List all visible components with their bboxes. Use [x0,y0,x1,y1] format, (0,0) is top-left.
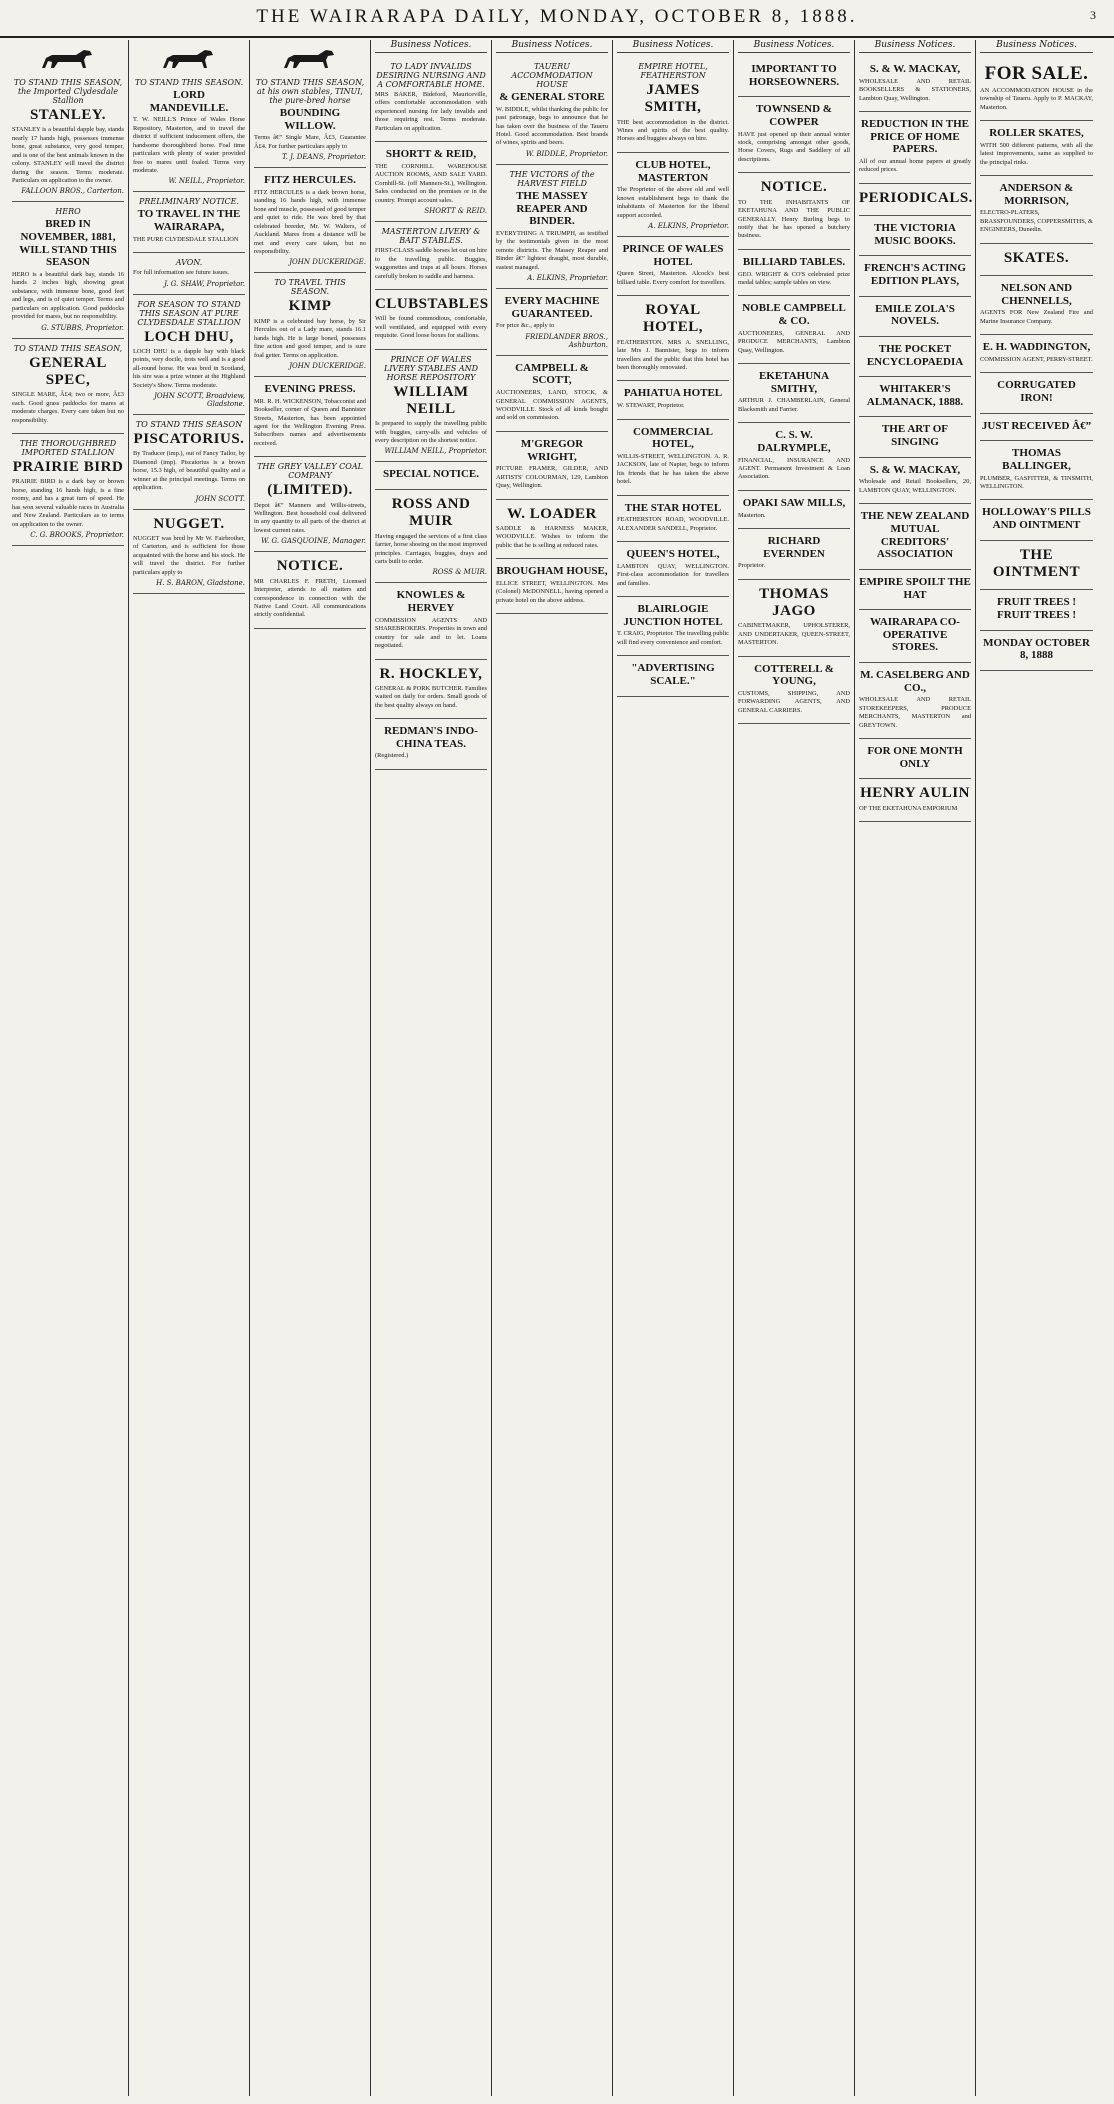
ad-title: MONDAY OCTOBER 8, 1888 [983,636,1090,662]
advertisement [375,583,487,659]
advertisement [375,490,487,583]
advertisement [859,739,971,779]
ad-heading: FOR SEASON TO STAND THIS SEASON AT PURE CLYDESDALE STALLION [137,299,241,327]
ad-title: NOBLE CAMPBELL & CO. [742,302,846,328]
ad-body-text: PLUMBER, GASFITTER, & TINSMITH, WELLINGTON. [980,474,1093,491]
ad-title: GENERAL SPEC, [29,354,107,388]
ad-title: THE ART OF SINGING [881,423,949,449]
ad-title: WAIRARAPA CO-OPERATIVE STORES. [870,616,960,654]
advertisement [738,423,850,491]
advertisement [12,202,124,338]
ad-title: FRENCH'S ACTING EDITION PLAYS, [864,262,966,287]
ad-body-text: The Proprietor of the above old and well known establishment begs to thank the inhabitants of Masterton for the liberal support accorded. [617,186,729,219]
advertisement [738,57,850,97]
ad-body-text: WILLIS-STREET, WELLINGTON. A. R. JACKSON, late of Napier, begs to inform his friends that he has taken the above hotel. [617,452,729,486]
advertisement [980,590,1093,630]
column-9 [976,40,1097,2096]
ad-body-text: ELLICE STREET, WELLINGTON. Mrs (Colonel) McDONNELL, having opened a private hotel on the above address. [496,579,608,604]
advertisement [859,570,971,610]
ad-body-text: NUGGET was bred by Mr W. Fairbrother, of Carterton, and is sufficient for those acquainted with the horse and his stock. He will travel the district. For further particulars apply to [133,534,245,576]
ad-title: CAMPBELL & SCOTT, [515,361,589,387]
ad-body-text: SADDLE & HARNESS MAKER, WOODVILLE. Wishes to inform the public that he is selling at reduced rates. [496,524,608,549]
ad-heading: TO TRAVEL THIS SEASON. [274,278,346,297]
advertisement [859,610,971,663]
advertisement [738,580,850,657]
ad-title: BLAIRLOGIE JUNCTION HOTEL [623,603,723,628]
ad-heading: TO STAND THIS SEASON, the Imported Clydesdale Stallion [13,78,123,105]
ad-title: THOMAS BALLINGER, [1002,447,1071,472]
advertisement [496,165,608,289]
advertisement [375,719,487,770]
ad-heading: TO LADY INVALIDS DESIRING NURSING AND A COMFORTABLE HOME. [376,62,486,89]
advertisement [375,222,487,290]
advertisement [980,500,1093,540]
ad-title: KIMP [288,298,332,315]
advertisement [375,57,487,142]
advertisement [859,417,971,457]
column-heading: Business Notices. [738,40,850,53]
ad-heading: TO STAND THIS SEASON, [13,343,123,353]
ad-body-text: FITZ HERCULES is a dark brown horse, standing 16 hands high, with immense bone and muscle, possessed of good temper and quiet to ride. He was bred by that celebrated breeder, Mr. W. Walters, of Auckland. Mares from a distance will be met and every care taken, but no responsibility. [254,188,366,255]
ad-title: THE STAR HOTEL [624,501,722,514]
advertisement [617,381,729,419]
column-heading: Business Notices. [617,40,729,53]
column-heading: Business Notices. [859,40,971,53]
ad-title: C. S. W. DALRYMPLE, [757,429,831,454]
ad-title: OPAKI SAW MILLS, [742,496,846,509]
advertisement [375,290,487,350]
advertisement [496,289,608,356]
advertisement [738,491,850,529]
advertisement [133,253,245,294]
advertisement [980,276,1093,335]
column-heading: Business Notices. [496,40,608,53]
column-2 [129,40,250,2096]
ad-title: SHORTT & REID, [385,148,477,161]
ad-body-text: ARTHUR J. CHAMBERLAIN, General Blacksmith and Farrier. [738,397,850,413]
ad-body-text: WITH 500 different patterns, with all the latest improvements, same as supplied to the principal rinks. [980,141,1093,166]
ad-body-text: COMMISSION AGENTS AND SHAREBROKERS. Properties in town and country for sale and to let. Loans negotiated. [375,616,487,650]
ad-body-text: Masterton. [738,511,766,519]
ad-heading: TO STAND THIS SEASON. [134,78,244,87]
ad-title: ROYAL HOTEL, [642,302,704,336]
advertisement [496,57,608,165]
advertisement [859,504,971,570]
ad-title: THE NEW ZEALAND MUTUAL CREDITORS' ASSOCIATION [860,510,970,561]
ad-signature: G. STUBBS, Proprietor. [41,323,124,332]
ad-title: (LIMITED). [267,482,353,499]
ad-title: CLUBSTABLES [375,295,489,312]
ad-body-text: CABINETMAKER, UPHOLSTERER, AND UNDERTAKER, QUEEN-STREET, MASTERTON. [738,622,850,647]
advertisement [738,657,850,725]
ad-signature: SHORTT & REID. [424,207,487,216]
advertisement [859,779,971,822]
ad-title: QUEEN'S HOTEL, [626,548,720,561]
ad-body-text: HAVE just opened up their annual winter stock, comprising amongst other goods, Horse Covers, Rugs and Saddlery of all descriptions. [738,130,850,163]
advertisement [738,529,850,580]
ad-title: M. CASELBERG AND CO., [860,669,970,694]
ad-heading: TO STAND THIS SEASON, at his own stables, TINUI, the pure-bred horse [255,78,365,105]
ad-body-text: TO THE INHABITANTS OF EKETAHUNA AND THE PUBLIC GENERALLY. Henry Burling begs to notify that he has opened a butchery business. [738,198,850,240]
ad-signature: C. G. BROOKS, Proprietor. [30,530,124,539]
ad-body-text: GEO. WRIGHT & CO'S celebrated prize medal tables; sample tables on view. [738,270,850,286]
advertisement [133,40,245,192]
advertisement [617,496,729,543]
ad-heading: AVON. [175,258,203,268]
ad-title: ANDERSON & MORRISON, [999,182,1074,207]
ad-title: W. LOADER [507,505,597,522]
advertisement [859,458,971,505]
column-8 [855,40,976,2096]
advertisement [980,441,1093,500]
ad-title: STANLEY. [29,107,107,123]
advertisement [254,40,366,168]
ad-body-text: MR CHARLES F. FRETH, Licensed Interpreter, attends to all matters and correspondence in connection with the Native Land Court. All communications strictly confidential. [254,577,366,619]
ad-signature: FALLOON BROS., Carterton. [21,187,124,196]
column-6 [613,40,734,2096]
column-5 [492,40,613,2096]
advertisement [133,415,245,510]
ad-heading: HERO [55,207,81,217]
ad-body-text: PRAIRIE BIRD is a dark bay or brown horse, standing 16 hands high, is a fine roomy, and has a great turn of speed. He has won several valuable races in Australia and New Zealand. Particulars as to terms on application to the owner. [12,478,124,528]
column-heading: Business Notices. [375,40,487,53]
ad-title: BROUGHAM HOUSE, [496,565,608,578]
ad-title: BOUNDING WILLOW. [279,107,341,132]
advertisement [859,377,971,417]
advertisement [980,335,1093,373]
ad-title: E. H. WADDINGTON, [982,341,1091,354]
ad-signature: W. NEILL, Proprietor. [168,177,245,186]
column-4 [371,40,492,2096]
ad-body-text: For price &c., apply to [496,322,555,330]
advertisement [980,631,1093,671]
advertisement [375,462,487,490]
ad-title: NOTICE. [760,179,828,196]
advertisement [254,168,366,273]
ad-body-text: AUCTIONEERS, LAND, STOCK, & GENERAL COMMISSION AGENTS, WOODVILLE. Stock of all kinds bought and sold on commission. [496,389,608,422]
ad-body-text: MR. R. H. WICKENSON, Tobacconist and Bookseller, corner of Queen and Bannister Streets, Masterton, has been appointed agent for the Wellington Evening Press. Subscribers names and advertisements received. [254,397,366,447]
ad-signature: J. G. SHAW, Proprietor. [164,279,245,288]
ad-body-text: W. STEWART, Proprietor. [617,402,685,410]
column-3 [250,40,371,2096]
ad-title: PAHIATUA HOTEL [623,387,723,400]
ad-title: CLUB HOTEL, MASTERTON [635,158,711,184]
ad-title: FRUIT TREES ! FRUIT TREES ! [996,596,1077,621]
ad-body-text: FEATHERSTON. MRS A. SNELLING, late Mrs J. Bannister, begs to inform travellers and the public that this hotel has been thoroughly renovated. [617,338,729,371]
ad-body-text: WHOLESALE AND RETAIL BOOKSELLERS & STATIONERS, Lambton Quay, Wellington. [859,77,971,102]
columns [8,40,1106,2096]
ad-title: ROLLER SKATES, [989,127,1084,140]
ad-signature: WILLIAM NEILL, Proprietor. [384,447,487,456]
ad-body-text: FEATHERSTON ROAD, WOODVILLE. ALEXANDER SANDELL, Proprietor. [617,516,729,532]
ad-title: PRINCE OF WALES HOTEL [622,242,724,268]
ad-title: NELSON AND CHENNELLS, [1000,282,1073,307]
ad-title: LOCH DHU, [144,328,234,345]
ad-title: "ADVERTISING SCALE." [631,662,715,688]
ad-body-text: HERO is a beautiful dark bay, stands 16 hands 2 inches high, showing great substance, with immense bone, good feet and legs, and is of quiet temper. Terms and particulars on application. Good paddocks provided for mares, but no responsibility. [12,270,124,321]
advertisement [738,250,850,297]
ad-signature: JOHN DUCKERIDGE. [289,361,366,370]
ad-body-text: CUSTOMS, SHIPPING, AND FORWARDING AGENTS, AND GENERAL CARRIERS. [738,689,850,714]
ad-body-text: T. CRAIG, Proprietor. The travelling public will find every convenience and comfort. [617,630,729,646]
ad-heading: THE VICTORS of the HARVEST FIELD [509,169,595,188]
ad-signature: T. J. DEANS, Proprietor. [281,153,366,162]
advertisement [738,173,850,250]
advertisement [375,142,487,222]
advertisement [617,597,729,656]
ad-title: TO TRAVEL IN THE WAIRARAPA, [137,208,241,234]
advertisement [980,57,1093,121]
newspaper-title: THE WAIRARAPA DAILY, MONDAY, OCTOBER 8, 1888. [256,6,858,27]
advertisement [859,337,971,377]
advertisement [254,273,366,377]
ad-title: KNOWLES & HERVEY [396,589,466,615]
advertisement [859,297,971,337]
ad-body-text: FINANCIAL, INSURANCE AND AGENT. Permanent Investment & Loan Association. [738,456,850,481]
ad-body-text: GENERAL & PORK BUTCHER. Families waited on daily for orders. Small goods of the best quality always on hand. [375,684,487,709]
advertisement [133,510,245,595]
advertisement [254,552,366,629]
advertisement [133,295,245,416]
ad-signature: W. G. GASQUOINE, Manager. [261,537,366,546]
ad-title: RICHARD EVERNDEN [763,535,825,560]
ad-signature: JOHN SCOTT, Broadview, Gladstone. [154,392,245,409]
ad-title: REDUCTION IN THE PRICE OF HOME PAPERS. [861,118,969,156]
ad-body-text: LOCH DHU is a dapple bay with black points, very docile, trots well and is a good all-round horse. He was bred in Scotland, his sire was a prize winner at the Highland Society's Show. Terms moderate. [133,347,245,389]
ad-title: R. HOCKLEY, [379,665,483,682]
ad-body-text: (Registered.) [375,752,409,760]
ad-signature: JOHN SCOTT. [195,494,245,503]
ad-body-text: Having engaged the services of a first class farrier, horse shoeing on the most improved principles. Carriages, buggies, drays and carts built to order. [375,532,487,565]
ad-title: HENRY AULIN [860,785,970,802]
advertisement [375,350,487,463]
ad-title: JAMES SMITH, [644,82,702,116]
advertisement [738,97,850,173]
ad-body-text: Queen Street, Masterton. Alcock's best billiard table. Every comfort for travellers. [617,270,729,286]
advertisement [859,216,971,256]
ad-title: BRED IN NOVEMBER, 1881, WILL STAND THIS SEASON [19,218,117,269]
ad-signature: A. ELKINS, Proprietor. [648,221,729,230]
advertisement [12,339,124,434]
ad-body-text: T. W. NEILL'S Prince of Wales Horse Repository, Masterton, and to travel the district if sufficient inducement offers, the handsome thoroughbred horse. Foal time particulars with plenty of water provided free to mares until foaled. Terms very moderate. [133,116,245,174]
ad-heading: TAUERU ACCOMMODATION HOUSE [511,62,593,89]
ad-body-text: AN ACCOMMODATION HOUSE in the township of Taueru. Apply to P. MACKAY, Masterton. [980,86,1093,111]
ad-title: PISCATORIUS. [133,431,245,448]
advertisement [859,256,971,296]
ad-title: WILLIAM NEILL [393,383,469,417]
advertisement [496,500,608,560]
ad-title: ROSS AND MUIR [391,496,471,530]
page-number: 3 [1090,8,1096,22]
ad-title: EVERY MACHINE GUARANTEED. [504,295,600,320]
advertisement [496,559,608,614]
ad-title: S. & W. MACKAY, [869,463,961,476]
ad-heading: TO STAND THIS SEASON [135,420,243,430]
ad-signature: H. S. BARON, Gladstone. [156,579,245,588]
advertisement [254,457,366,552]
advertisement [375,660,487,720]
ad-signature: JOHN DUCKERIDGE. [289,258,366,267]
advertisement [980,121,1093,176]
ad-title: THE OINTMENT [992,546,1081,581]
advertisement [617,296,729,381]
ad-title: NOTICE. [276,558,344,575]
ad-heading: THE GREY VALLEY COAL COMPANY [257,462,363,481]
advertisement [980,414,1093,442]
ad-body-text: ELECTRO-PLATERS, BRASSFOUNDERS, COPPERSMITHS, & ENGINEERS, Dunedin. [980,209,1093,234]
advertisement [617,656,729,696]
ad-title: THE VICTORIA MUSIC BOOKS. [874,222,956,247]
ad-title: COMMERCIAL HOTEL, [632,425,714,451]
ad-body-text: Depot â€” Manners and Willis-streets, Wellington. Best household coal delivered in any quantity to all parts of the district at lowest current rates. [254,501,366,534]
ad-title: THE MASSEY REAPER AND BINDER. [516,189,588,228]
ad-title: EVENING PRESS. [264,382,356,395]
ad-body-text: Proprietor. [738,562,766,570]
ad-title: FOR ONE MONTH ONLY [867,745,963,770]
ad-title: BILLIARD TABLES. [742,255,846,268]
ad-title: LORD MANDEVILLE. [149,89,229,114]
ad-body-text: THE best accommodation in the district. Wines and spirits of the best quality. Horses and buggies always on hire. [617,118,729,143]
ad-signature: FRIEDLANDER BROS., Ashburton. [525,332,608,349]
ad-body-text: W. BIDDLE, whilst thanking the public for past patronage, begs to announce that he has taken over the business of the Taueru Hotel. Good accommodation. Best brands of wines, spirits and beers. [496,105,608,147]
ad-body-text: STANLEY is a beautiful dapple bay, stands nearly 17 hands high, possesses immense bone, great substance, very good temper, and is one of the best animals known in the colony. STANLEY will travel the district during the season. Terms moderate. Particulars on application to the owner. [12,126,124,184]
ad-body-text: FIRST-CLASS saddle horses let out on hire to the travelling public. Buggies, waggonettes and traps at all hours. Horses carefully broken to saddle and harness. [375,247,487,280]
ad-signature: ROSS & MUIR. [432,568,487,577]
advertisement [859,663,971,739]
ad-title: COTTERELL & YOUNG, [754,662,834,688]
ad-title: FITZ HERCULES. [264,174,356,187]
horse-icon [36,46,100,76]
ad-signature: A. ELKINS, Proprietor. [527,274,608,283]
advertisement [980,373,1093,413]
ad-title: JUST RECEIVED Â€” [981,419,1092,432]
ad-title: PERIODICALS. [859,189,973,206]
ad-body-text: Will be found commodious, comfortable, well ventilated, and equipped with every requisite. Good loose boxes for stallions. [375,315,487,340]
ad-body-text: MRS BAKER, Bideford, Mauriceville, offers comfortable accommodation with experienced nursing for lady invalids and those requiring rest. Terms moderate. Particulars on application. [375,91,487,132]
ad-heading: THE THOROUGHBRED IMPORTED STALLION [19,439,117,458]
advertisement [980,244,1093,276]
advertisement [496,356,608,432]
ad-body-text: For full information see future issues. [133,269,230,277]
ad-title: EMILE ZOLA'S NOVELS. [875,302,955,328]
advertisement [980,176,1093,244]
advertisement [859,57,971,112]
ad-title: IMPORTANT TO HORSEOWNERS. [748,63,840,88]
ad-title: SPECIAL NOTICE. [383,468,479,481]
ad-title: NUGGET. [153,515,225,532]
advertisement [12,40,124,202]
ad-body-text: COMMISSION AGENT, PERRY-STREET. [980,355,1093,363]
ad-title: CORRUGATED IRON! [997,379,1076,405]
ad-body-text: WHOLESALE AND RETAIL STOREKEEPERS, PRODUCE MERCHANTS, MASTERTON and GREYTOWN. [859,696,971,729]
ad-title: EMPIRE SPOILT THE HAT [859,575,971,601]
ad-title: S. & W. MACKAY, [869,63,961,75]
ad-heading: PRELIMINARY NOTICE. [138,197,239,207]
advertisement [133,192,245,253]
ad-title: WHITAKER'S ALMANACK, 1888. [866,383,964,408]
masthead [0,0,1114,38]
ad-title: & GENERAL STORE [499,91,605,103]
ad-title: REDMAN'S INDO-CHINA TEAS. [384,725,478,750]
ad-body-text: EVERYTHING A TRIUMPH, as testified by the testimonials given in the most remote districts. The Massey Reaper and Binder â€” lightest draught, most durable, easiest managed. [496,229,608,271]
ad-body-text: By Traducer (imp.), out of Fancy Tailor, by Diamond (imp). Piscatorius is a brown horse, 15.3 high, of beautiful quality and a winner at the principal meetings. Terms on application. [133,450,245,492]
ad-title: M'GREGOR WRIGHT, [520,437,584,463]
advertisement [12,434,124,546]
ad-title: HOLLOWAY'S PILLS AND OINTMENT [982,506,1091,532]
advertisement [617,542,729,597]
ad-title: PRAIRIE BIRD [12,459,124,476]
ad-title: TOWNSEND & COWPER [756,103,832,128]
advertisement [980,541,1093,591]
advertisement [617,420,729,496]
ad-title: SKATES. [1003,249,1070,266]
ad-body-text: Wholesale and Retail Booksellers, 20, LAMBTON QUAY, WELLINGTON. [859,478,971,494]
column-heading: Business Notices. [980,40,1093,53]
ad-signature: W. BIDDLE, Proprietor. [525,149,608,158]
advertisement [738,364,850,423]
advertisement [496,432,608,500]
advertisement [254,377,366,457]
ad-heading: MASTERTON LIVERY & BAIT STABLES. [381,227,481,246]
advertisement [859,112,971,184]
ad-title: FOR SALE. [984,63,1089,84]
ad-body-text: THE CORNHILL WAREHOUSE AUCTION ROOMS, AND SALE YARD. Cornhill-St. (off Manners-St.), Wellington. Sales conducted on the premises or in the country. Prompt account sales. [375,162,487,204]
ad-body-text: PICTURE FRAMER, GILDER, AND ARTISTS' COLOURMAN, 129, Lambton Quay, Wellington. [496,465,608,490]
ad-body-text: AGENTS FOR New Zealand Fire and Marine Insurance Company. [980,309,1093,325]
ad-body-text: LAMBTON QUAY, WELLINGTON. First-class accommodation for travellers and families. [617,562,729,587]
ad-body-text: Is prepared to supply the travelling public with buggies, carry-alls and vehicles of every description on the shortest notice. [375,420,487,444]
ad-title: THOMAS JAGO [759,585,829,619]
ad-body-text: KIMP is a celebrated bay horse, by Sir Hercules out of a Lady mare, stands 16.1 hands high. He is large boned, possesses fine action and good temper, and is sure foal getter. Terms on application. [254,317,366,359]
horse-icon [278,46,342,76]
advertisement [617,57,729,153]
column-1 [8,40,129,2096]
ad-heading: PRINCE OF WALES LIVERY STABLES AND HORSE REPOSITORY [383,354,479,382]
ad-body-text: OF THE EKETAHUNA EMPORIUM [859,804,958,812]
ad-body-text: All of our annual home papers at greatly reduced prices. [859,157,971,174]
ad-body-text: THE PURE CLYDESDALE STALLION [133,235,239,243]
horse-icon [157,46,221,76]
ad-title: EKETAHUNA SMITHY, [758,370,830,395]
advertisement [617,237,729,296]
advertisement [738,296,850,364]
ad-body-text: SINGLE MARE, Â£4; two or more, Â£3 each. Good grass paddocks for mares at moderate charges. Every care taken but no responsibility. [12,391,124,424]
advertisement [859,184,971,216]
advertisement [617,153,729,237]
ad-title: THE POCKET ENCYCLOPAEDIA [866,342,964,368]
column-7 [734,40,855,2096]
ad-body-text: AUCTIONEERS, GENERAL AND PRODUCE MERCHANTS, Lambton Quay, Wellington. [738,329,850,354]
ad-body-text: Terms â€” Single Mare, Â£3, Guarantee Â£4. For further particulars apply to [254,134,366,150]
ad-heading: EMPIRE HOTEL, FEATHERSTON [638,62,708,80]
